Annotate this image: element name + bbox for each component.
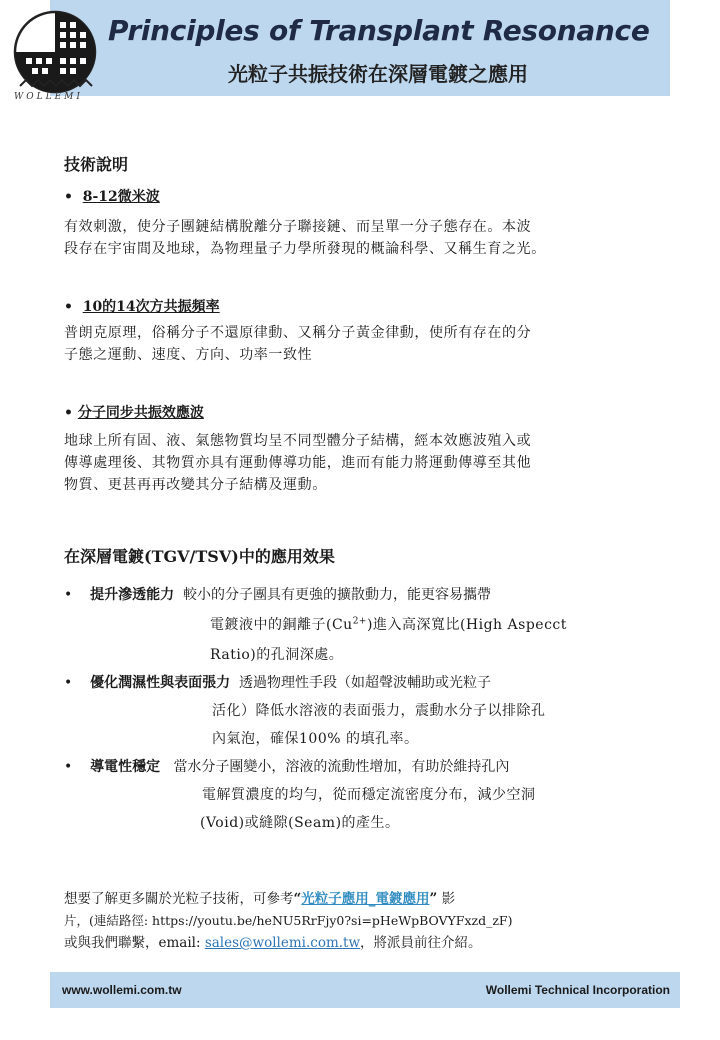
tech-item-body [64,322,684,366]
text-line: 地球上所有固、液、氣態物質均呈不同型體分子結構，經本效應波殖入或 [64,433,532,449]
text-line: 子態之運動、速度、方向、功率一致性 [64,347,313,363]
tech-heading: 技術說明 [64,155,129,174]
tech-item-title-text: 8-12微米波 [82,189,160,205]
email-link[interactable]: sales@wollemi.com.tw [204,935,361,951]
bullet: • [64,759,73,775]
tech-item-body [64,430,684,496]
text-line: 透過物理性手段（如超聲波輔助或光粒子 [238,675,491,691]
application-item-label: 提升滲透能力 [90,587,175,603]
footer-website[interactable]: www.wollemi.com.tw [62,983,182,997]
contact-line-1 [64,888,664,910]
text-line: 內氣泡，確保100% 的填孔率。 [212,731,419,747]
tech-item-title [64,296,220,316]
text-segment: 影 [441,891,456,907]
page-subtitle: 光粒子共振技術在深層電鍍之應用 [228,62,528,86]
bullet: • [64,675,73,691]
tech-item-title [64,402,204,422]
text-segment: )進入高深寬比(High Aspecct [366,617,567,633]
text-line: 普朗克原理，俗稱分子不還原律動、又稱分子黃金律動，使所有存在的分 [64,325,532,341]
footer-bar [50,972,680,1008]
text-segment: 電鍍液中的銅離子(Cu [210,617,353,633]
superscript: 2+ [352,616,367,627]
bullet: • [64,189,73,205]
text-line: 有效刺激，使分子團鏈結構脫離分子聯接鏈、而呈單一分子態存在。本波 [64,219,532,235]
application-item [64,756,509,776]
tech-item-title-text: 10的14次方共振頻率 [82,299,220,315]
text-line: 電解質濃度的均勻，從而穩定流密度分布，減少空洞 [202,787,536,803]
video-link[interactable]: 光粒子應用_電鍍應用 [301,891,430,907]
text-line: 較小的分子團具有更強的擴散動力，能更容易攜帶 [182,587,491,603]
text-line: 段存在宇宙間及地球，為物理量子力學所發現的概論科學、又稱生育之光。 [64,241,546,257]
tech-item-body [64,216,684,260]
application-item-label: 導電性穩定 [90,759,161,775]
application-item [64,672,491,692]
text-line: 傳導處理後、其物質亦具有運動傳導功能，進而有能力將運動傳導至其他 [64,455,532,471]
text-segment: 想要了解更多關於光粒子技術，可參考 [64,891,294,907]
footer-company: Wollemi Technical Incorporation [485,983,670,997]
bullet: • [64,299,73,315]
text-line: 活化）降低水溶液的表面張力，震動水分子以排除孔 [212,703,546,719]
text-line: 物質、更甚再再改變其分子結構及運動。 [64,477,327,493]
text-segment: ，將派員前往介紹。 [360,935,482,951]
wollemi-logo [12,8,98,104]
contact-line-3 [64,932,664,954]
contact-line-2: 片，(連結路徑: https://youtu.be/heNU5RrFjy0?si=pHeWpBOVYFxzd_zF) [64,913,513,928]
text-line: (Void)或縫隙(Seam)的產生。 [200,815,400,831]
tech-item-title [64,186,160,206]
bullet: • [64,587,73,603]
contact-note [64,888,664,954]
application-item-label: 優化潤濕性與表面張力 [90,675,231,691]
text-line: Ratio)的孔洞深處。 [210,647,344,663]
quote-mark: “ [293,891,302,907]
text-line [210,614,567,634]
tech-item-title-text: 分子同步共振效應波 [77,405,204,421]
application-item [64,584,491,604]
quote-mark: ” [429,891,438,907]
page-title: Principles of Transplant Resonance [108,14,650,47]
bullet: • [64,405,73,421]
logo-text: WOLLEMI [14,92,83,102]
application-heading: 在深層電鍍(TGV/TSV)中的應用效果 [64,547,335,566]
text-line: 當水分子團變小，溶液的流動性增加，有助於維持孔內 [173,759,510,775]
text-segment: 或與我們聯繫，email: [64,935,205,951]
